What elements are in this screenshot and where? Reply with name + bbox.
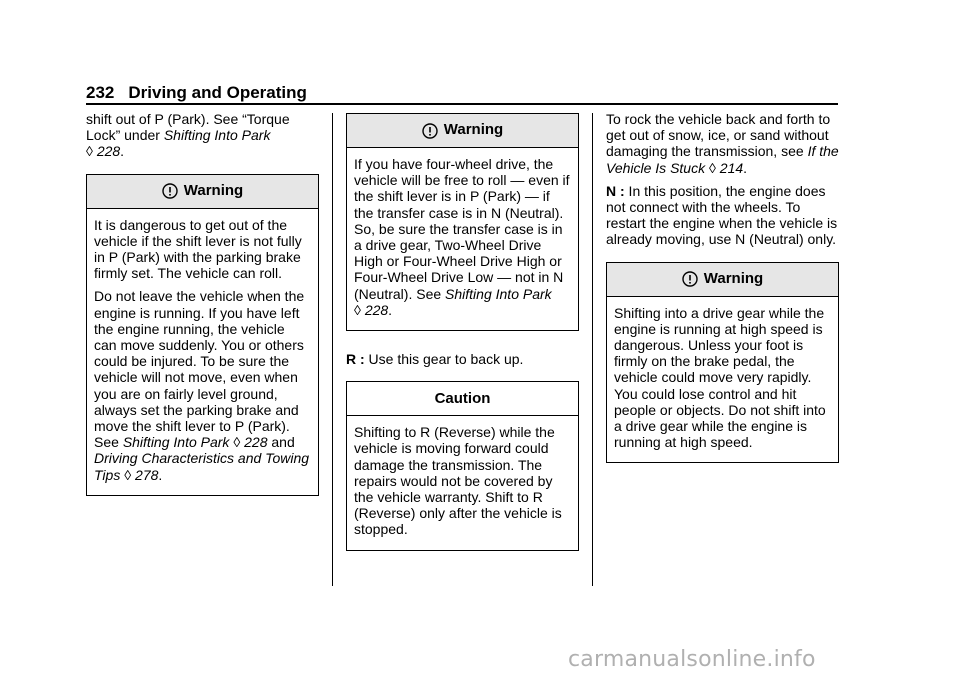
warning-box-2 (346, 113, 579, 331)
gear-n-paragraph (606, 183, 840, 248)
page-ref-diamond-icon: ◊ (354, 301, 361, 318)
xref-driving-characteristics[interactable]: Driving Characteristics and Towing Tips (94, 450, 310, 483)
warning-box-header (347, 114, 578, 148)
gear-n-text: In this position, the engine does not connect with the wheels. To restart the engine when the vehicle is already moving, use N (Neutral) only. (606, 182, 838, 248)
warning-text: If you have four-wheel drive, the vehicle will be free to roll — even if the shift lever is in P (Park) — if the transfer case is in N (Neutral). So, be sure the transfer case is in a drive gear, Two-Wheel Drive High or Four-Wheel Drive High or Four-Wheel Drive Low — not in N (Neutral). See (354, 156, 570, 302)
caution-box-body (347, 416, 578, 549)
intro-text: shift out of P (Park). See “Torque Lock” under (86, 111, 290, 144)
caution-title: Caution (434, 389, 491, 407)
column-1 (86, 111, 320, 496)
xref-shifting-into-park[interactable]: Shifting Into Park (122, 434, 230, 451)
page-ref[interactable]: 228 (244, 434, 268, 451)
warning-text: Do not leave the vehicle when the engine is running. If you have left the engine running, the vehicle can move suddenly. You or others could be injured. To be sure the vehicle will not move, even when you are on fairly level ground, always set the parking brake and move the shift lever to P (Park). See (94, 288, 305, 451)
gear-r-text: Use this gear to back up. (364, 351, 524, 368)
gear-n-label: N : (606, 182, 625, 199)
warning-box-header (607, 263, 838, 297)
page-header (86, 83, 307, 103)
warning-paragraph: If you have four-wheel drive, the vehicle will be free to roll — even if the shift lever is in P (Park) — if the transfer case is in N (Neutral). So, be sure the transfer case is in a drive gear, Two-Wheel Drive High or Four-Wheel Drive High or Four-Wheel Drive Low — not in N (Neutral). See Shifting Into Park ◊ 228. (354, 156, 570, 318)
warning-triangle-icon (682, 271, 698, 287)
warning-box-body (347, 148, 578, 330)
caution-box-header (347, 382, 578, 416)
page-ref[interactable]: 228 (364, 301, 389, 318)
warning-paragraph: It is dangerous to get out of the vehicle if the shift lever is not fully in P (Park) with the parking brake firmly set. The vehicle can roll. (94, 216, 302, 282)
warning-triangle-icon (422, 123, 438, 139)
rock-vehicle-paragraph: To rock the vehicle back and forth to get out of snow, ice, or sand without damaging the transmission, see If the Vehicle Is Stuck ◊ 214. (606, 111, 839, 176)
warning-paragraph: Shifting into a drive gear while the engine is running at high speed is dangerous. Unless your foot is firmly on the brake pedal, the vehicle could move very rapidly. You could lose control and hit people or objects. Do not shift into a drive gear while the engine is running at high speed. (614, 304, 826, 451)
section-title: Driving and Operating (128, 83, 307, 102)
caution-box (346, 381, 579, 550)
xref-shifting-into-park[interactable]: Shifting Into Park (445, 285, 552, 302)
page-ref-diamond-icon: ◊ (86, 143, 93, 160)
warning-box-3 (606, 262, 839, 464)
page-ref-diamond-icon: ◊ (233, 434, 241, 451)
intro-paragraph: shift out of P (Park). See “Torque Lock” under Shifting Into Park ◊ 228. (86, 111, 290, 160)
warning-box-header (87, 175, 318, 209)
warning-box-body (87, 209, 318, 495)
gear-r-paragraph (346, 351, 580, 367)
warning-triangle-icon (162, 183, 178, 199)
warning-paragraph: Do not leave the vehicle when the engine is running. If you have left the engine running, the vehicle can move suddenly. You or others could be injured. To be sure the vehicle will not move, even when you are on fairly level ground, always set the parking brake and move the shift lever to P (Park). See Shifting Into Park ◊ 228 and Driving Characteristics and Towing Tips ◊ 278. (94, 288, 310, 483)
gear-r-label: R : (346, 351, 365, 368)
page-number: 232 (86, 83, 115, 102)
warning-title: Warning (443, 121, 504, 139)
watermark: carmanualsonline.info (568, 647, 816, 672)
caution-paragraph: Shifting to R (Reverse) while the vehicle is moving forward could damage the transmission. The repairs would not be covered by the vehicle warranty. Shift to R (Reverse) only after the vehicle is stopped. (354, 424, 562, 538)
xref-vehicle-stuck[interactable]: If the Vehicle Is Stuck (606, 143, 839, 176)
page-ref[interactable]: 278 (135, 466, 159, 483)
column-3 (606, 111, 840, 463)
page-ref[interactable]: 214 (719, 159, 744, 176)
warning-box-body (607, 297, 838, 463)
warning-title: Warning (183, 182, 244, 199)
xref-shifting-into-park[interactable]: Shifting Into Park (163, 127, 271, 144)
page-ref-diamond-icon: ◊ (124, 466, 132, 483)
body-text: To rock the vehicle back and forth to get out of snow, ice, or sand without damaging the transmission, see (606, 111, 831, 160)
column-2 (346, 113, 580, 551)
column-divider-1 (332, 113, 333, 586)
warning-text: and (267, 434, 295, 451)
header-rule (86, 103, 838, 105)
page-ref-diamond-icon: ◊ (708, 159, 716, 176)
warning-box-1 (86, 174, 319, 496)
warning-title: Warning (703, 270, 764, 288)
page-ref[interactable]: 228 (96, 143, 121, 160)
column-divider-2 (592, 113, 593, 586)
